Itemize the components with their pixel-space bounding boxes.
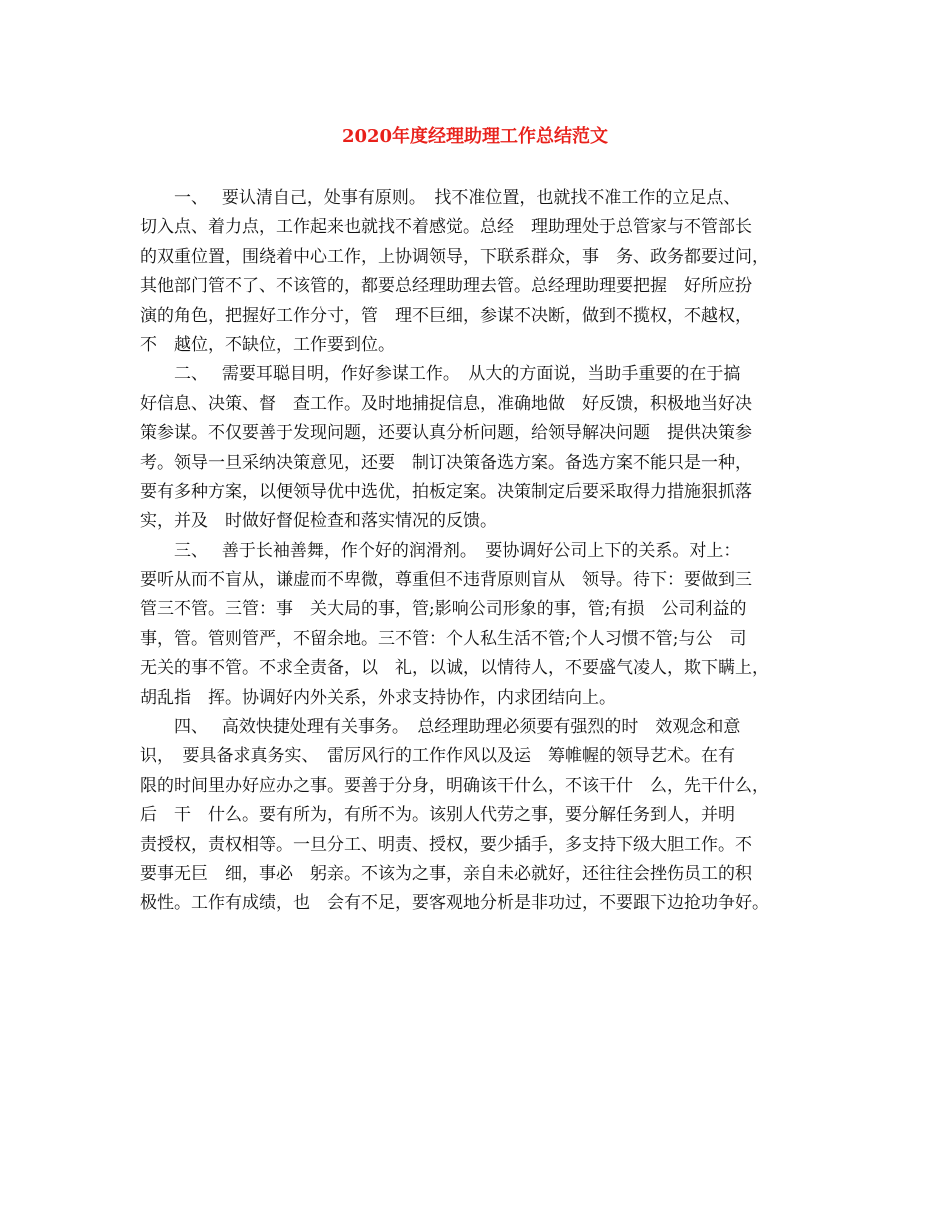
text-line: 要事无巨 细，事必 躬亲。不该为之事，亲自未必就好，还往往会挫伤员工的积	[140, 863, 752, 884]
text-line: 三、 善于长袖善舞，作个好的润滑剂。 要协调好公司上下的关系。对上：	[140, 540, 741, 561]
text-line: 识， 要具备求真务实、 雷厉风行的工作作风以及运 筹帷幄的领导艺术。在有	[140, 746, 735, 767]
text-line: 要有多种方案，以便领导优中选优，拍板定案。决策制定后要采取得力措施狠抓落	[140, 481, 752, 502]
text-line: 四、 高效快捷处理有关事务。 总经理助理必须要有强烈的时 效观念和意	[140, 717, 741, 738]
document-title: 2020年度经理助理工作总结范文	[341, 126, 609, 147]
text-line: 演的角色，把握好工作分寸，管 理不巨细，参谋不决断，做到不揽权，不越权，	[140, 305, 752, 326]
text-line: 极性。工作有成绩，也 会有不足，要客观地分析是非功过，不要跟下边抢功争好。	[140, 893, 769, 914]
text-line: 二、 需要耳聪目明，作好参谋工作。 从大的方面说，当助手重要的在于搞	[140, 364, 741, 385]
text-line: 要听从而不盲从，谦虚而不卑微，尊重但不违背原则盲从 领导。待下：要做到三	[140, 570, 752, 591]
text-line: 责授权，责权相等。一旦分工、明责、授权，要少插手，多支持下级大胆工作。不	[140, 834, 752, 855]
text-line: 考。领导一旦采纳决策意见，还要 制订决策备选方案。备选方案不能只是一种，	[140, 452, 752, 473]
text-line: 实，并及 时做好督促检查和落实情况的反馈。	[140, 511, 497, 532]
text-line: 后 干 什么。要有所为，有所不为。该别人代劳之事，要分解任务到人，并明	[140, 805, 735, 826]
text-line: 好信息、决策、督 查工作。及时地捕捉信息，准确地做 好反馈，积极地当好决	[140, 393, 752, 414]
document-body	[140, 184, 830, 919]
text-line: 的双重位置，围绕着中心工作，上协调领导，下联系群众，事 务、政务都要过问，	[140, 246, 769, 267]
text-line: 不 越位，不缺位，工作要到位。	[140, 334, 395, 355]
text-line: 限的时间里办好应办之事。要善于分身，明确该干什么，不该干什 么，先干什么，	[140, 775, 769, 796]
text-line: 无关的事不管。不求全责备，以 礼，以诚，以情待人，不要盛气凌人，欺下瞒上，	[140, 658, 769, 679]
text-line: 一、 要认清自己，处事有原则。 找不准位置，也就找不准工作的立足点、	[140, 188, 741, 208]
text-line: 管三不管。三管：事 关大局的事，管;影响公司形象的事，管;有损 公司利益的	[140, 599, 747, 620]
text-line: 其他部门管不了、不该管的，都要总经理助理去管。总经理助理要把握 好所应扮	[140, 276, 752, 297]
text-line: 切入点、着力点，工作起来也就找不着感觉。总经 理助理处于总管家与不管部长	[140, 217, 752, 238]
text-line: 胡乱指 挥。协调好内外关系，外求支持协作，内求团结向上。	[140, 687, 616, 708]
text-line: 策参谋。不仅要善于发现问题，还要认真分析问题，给领导解决问题 提供决策参	[140, 423, 752, 444]
text-line: 事，管。管则管严，不留余地。三不管：个人私生活不管;个人习惯不管;与公 司	[140, 628, 747, 649]
